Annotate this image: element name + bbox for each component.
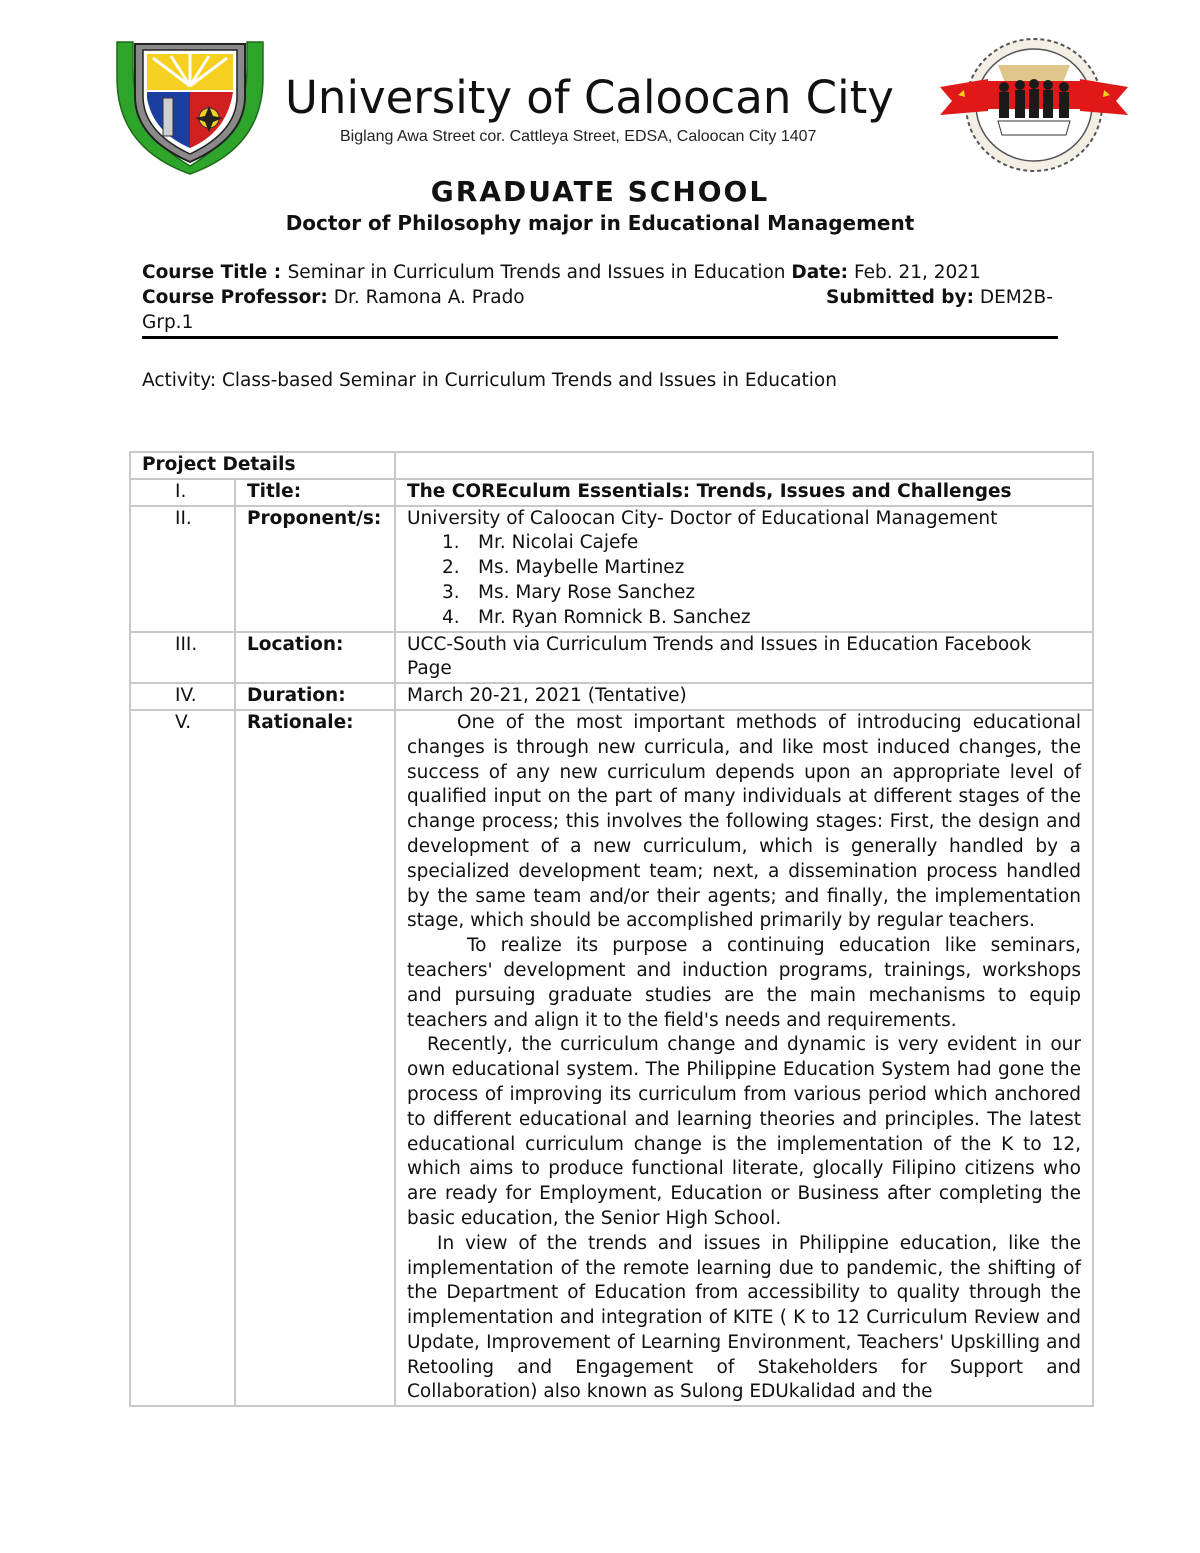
rationale-cell [395, 710, 1093, 1406]
rationale-paragraph: One of the most important methods of introducing educational changes is through new curricula, and like most induced changes, the success of any new curriculum depends upon an appropriate level of qualified input on the part of many individuals at different stages of the change process; this involves the following stages: First, the design and development of a new curriculum, which is generally handled by a specialized development team; next, a dissemination process handled by the same team and/or their agents; and finally, the implementation stage, which should be accomplished primarily by regular teachers. [407, 711, 1081, 932]
member-name: Mr. Nicolai Cajefe [478, 532, 639, 554]
row-number: II. [130, 506, 235, 632]
course-title-line [142, 260, 1058, 285]
row-label: Proponent/s: [235, 506, 395, 632]
course-title-sep: : [267, 262, 288, 283]
date-label: Date: [791, 262, 849, 283]
rationale-paragraph: In view of the trends and issues in Philippine education, like the implementation of the remote learning due to pandemic, the shifting of the Department of Education from accessibility to quality through the implementation and integration of KITE ( K to 12 Curriculum Review and Update, Improvement of Learning Environment, Teachers' Upskilling and Retooling and Engagement of Stakeholders for Support and Collaboration) also known as Sulong EDUkalidad and the [407, 1232, 1081, 1403]
table-row [130, 632, 1093, 684]
list-item [407, 556, 1081, 581]
location-value: UCC-South via Curriculum Trends and Issues in Education Facebook Page [395, 632, 1093, 684]
date-value: Feb. 21, 2021 [853, 262, 981, 283]
list-item [407, 531, 1081, 556]
project-details-header: Project Details [130, 452, 395, 479]
proponents-value: University of Caloocan City- Doctor of Educational Management [407, 507, 998, 529]
university-address: Biglang Awa Street cor. Cattleya Street, EDSA, Caloocan City 1407 [340, 128, 817, 145]
table-row [130, 452, 1093, 479]
course-title-label: Course Title [142, 262, 268, 283]
submitted-by [826, 285, 1053, 310]
table-cell [395, 452, 1093, 479]
row-number: V. [130, 710, 235, 1406]
university-seal-icon [113, 38, 268, 176]
submitted-value-cont: Grp.1 [142, 312, 194, 333]
school-heading: GRADUATE SCHOOL [430, 175, 770, 208]
project-title: The COREculum Essentials: Trends, Issues and Challenges [395, 479, 1093, 506]
list-number: 2. [442, 557, 460, 579]
table-row [130, 506, 1093, 632]
graduate-school-seal-icon [938, 35, 1130, 175]
header-divider [142, 336, 1058, 339]
submitted-value: DEM2B- [979, 287, 1053, 308]
row-number: IV. [130, 683, 235, 710]
member-name: Mr. Ryan Romnick B. Sanchez [478, 606, 751, 628]
row-number: III. [130, 632, 235, 684]
members-list [407, 531, 1081, 630]
course-title-value: Seminar in Curriculum Trends and Issues in Education [287, 262, 786, 283]
member-name: Ms. Maybelle Martinez [478, 557, 685, 579]
list-item [407, 581, 1081, 606]
submitted-label: Submitted by: [826, 287, 974, 308]
proponents-cell [395, 506, 1093, 632]
row-label: Rationale: [235, 710, 395, 1406]
project-details-table [129, 451, 1094, 1407]
activity-line: Activity: Class-based Seminar in Curriculum Trends and Issues in Education [142, 370, 837, 391]
member-name: Ms. Mary Rose Sanchez [478, 581, 696, 603]
degree-heading: Doctor of Philosophy major in Educational Management [285, 211, 915, 235]
list-number: 3. [442, 581, 460, 603]
row-label: Title: [235, 479, 395, 506]
table-row [130, 479, 1093, 506]
rationale-paragraph: Recently, the curriculum change and dynamic is very evident in our own educational system. The Philippine Education System had gone the process of improving its curriculum from various period which anchored to different educational and learning theories and principles. The latest educational curriculum change is the implementation of the K to 12, which aims to produce functional literate, glocally Filipino citizens who are ready for Employment, Education or Business after completing the basic education, the Senior High School. [407, 1034, 1081, 1229]
row-label: Location: [235, 632, 395, 684]
row-label: Duration: [235, 683, 395, 710]
list-item [407, 606, 1081, 631]
table-row [130, 710, 1093, 1406]
table-row [130, 683, 1093, 710]
professor-value: Dr. Ramona A. Prado [333, 287, 525, 308]
university-name: University of Caloocan City [285, 71, 894, 124]
list-number: 1. [442, 532, 460, 554]
professor-label: Course Professor: [142, 287, 328, 308]
row-number: I. [130, 479, 235, 506]
duration-value: March 20-21, 2021 (Tentative) [395, 683, 1093, 710]
rationale-paragraph: To realize its purpose a continuing education like seminars, teachers' development and induction programs, trainings, workshops and pursuing graduate studies are the main mechanisms to equip teachers and align it to the field's needs and requirements. [407, 935, 1081, 1031]
course-professor-line [142, 285, 1058, 310]
list-number: 4. [442, 606, 460, 628]
